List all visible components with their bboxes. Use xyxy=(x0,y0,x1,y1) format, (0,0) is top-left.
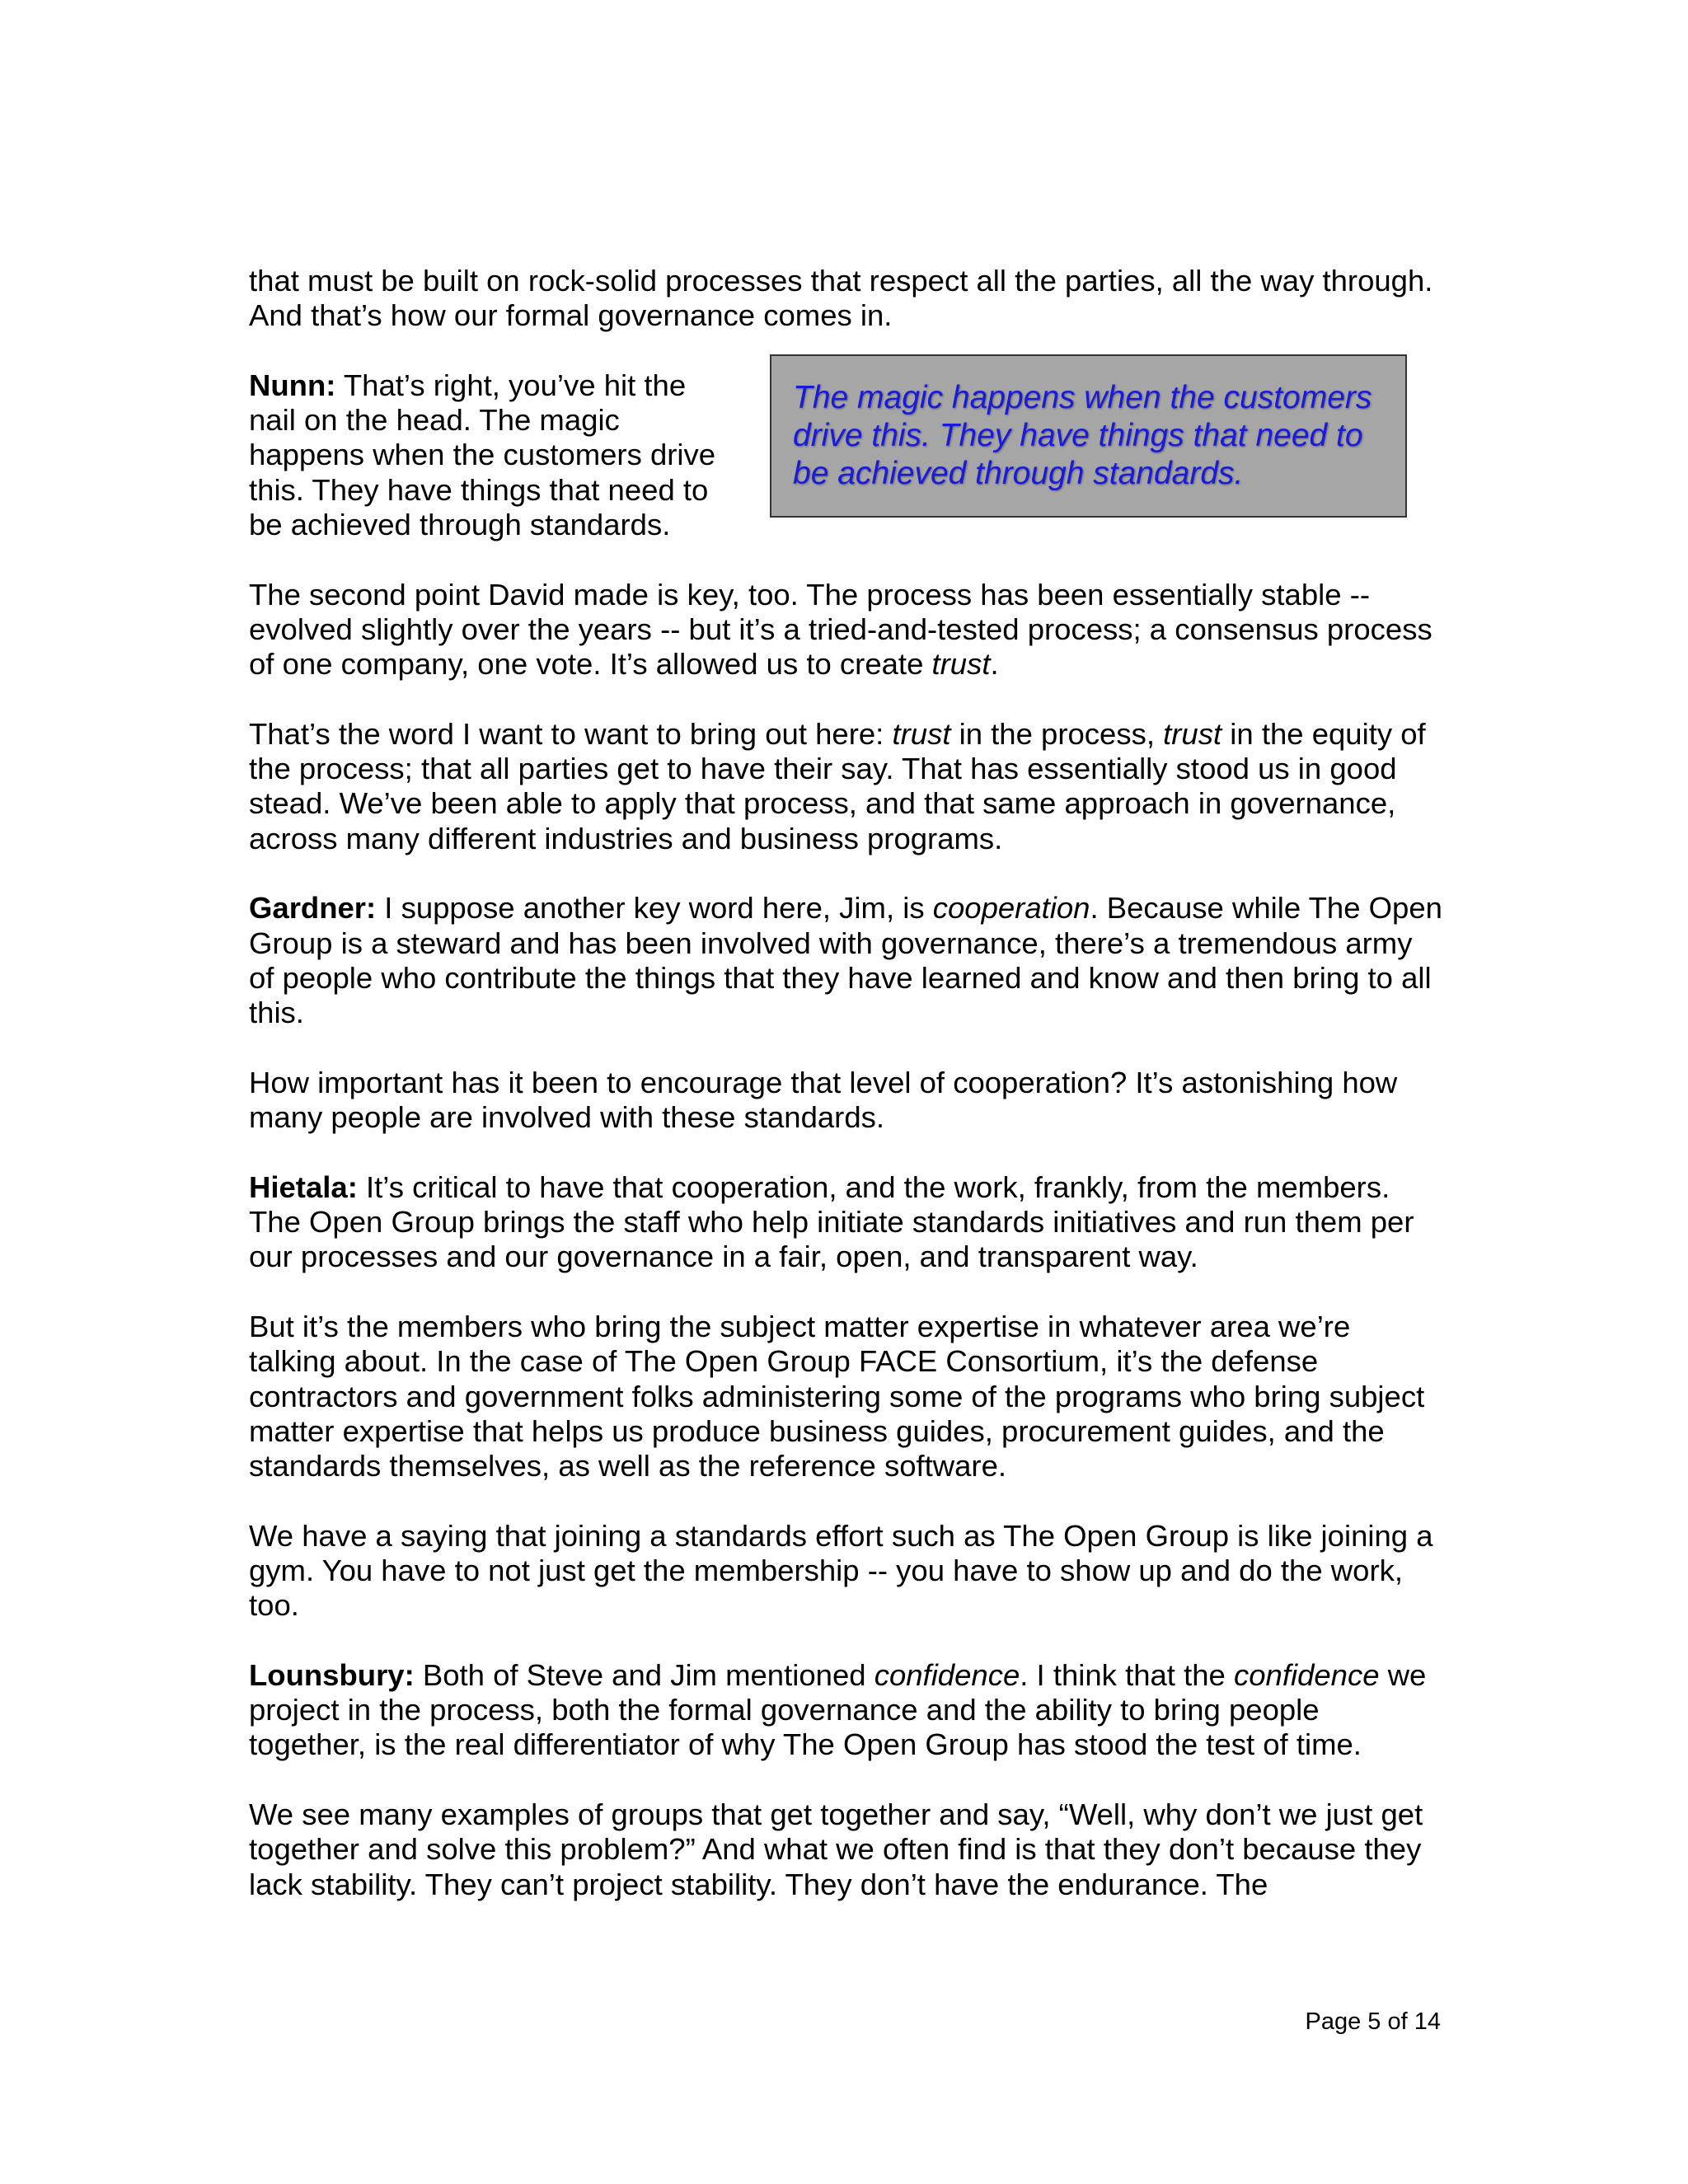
paragraph-trust xyxy=(249,717,1442,856)
document-body xyxy=(249,264,1442,1937)
paragraph-text: That’s the word I want to want to bring out here: xyxy=(249,716,893,751)
paragraph-examples xyxy=(249,1797,1442,1902)
paragraph-text: It’s critical to have that cooperation, and the work, frankly, from the members. The Open Group brings the staff who help initiate standards initiatives and run them per our processes and our governance in a fair, open, and transparent way. xyxy=(249,1169,1414,1274)
speaker-name: Nunn: xyxy=(249,368,336,402)
paragraph-text: . I think that the xyxy=(1020,1657,1234,1692)
pull-quote-text: The magic happens when the customers drive this. They have things that need to be achieved through standards. xyxy=(793,379,1372,491)
paragraph-text: in the process, xyxy=(950,716,1164,751)
speaker-name: Lounsbury: xyxy=(249,1657,415,1692)
paragraph-text: in the equity of the process; that all parties get to have their say. That has essentially stood us in good stead. We’ve been able to apply that process, and that same approach in governance, across many different industries and business programs. xyxy=(249,716,1426,855)
paragraph-text: That’s right, you’ve hit the nail on the head. The magic happens when the customers drive this. They have things that need to be achieved through standards. xyxy=(249,368,716,542)
paragraph-nunn xyxy=(249,368,727,542)
paragraph-question xyxy=(249,1066,1442,1136)
paragraph-text: I suppose another key word here, Jim, is xyxy=(376,891,933,926)
speaker-name: Gardner: xyxy=(249,891,377,926)
emphasis-text: trust xyxy=(1163,716,1222,751)
paragraph-text: But it’s the members who bring the subject matter expertise in whatever area we’re talking about. In the case of The Open Group FACE Consortium, it’s the defense contractors and government folks administering some of the programs who bring subject matter expertise that helps us produce business guides, procurement guides, and the standards themselves, as well as the reference software. xyxy=(249,1309,1425,1483)
paragraph-text: Both of Steve and Jim mentioned xyxy=(414,1657,874,1692)
paragraph-text: We have a saying that joining a standards effort such as The Open Group is like joining a gym. You have to not just get the membership -- you have to show up and do the work, too. xyxy=(249,1518,1433,1623)
paragraph-lounsbury xyxy=(249,1658,1442,1763)
paragraph-process xyxy=(249,578,1442,682)
paragraph-text: We see many examples of groups that get together and say, “Well, why don’t we just get together and solve this problem?” And what we often find is that they don’t because they lack stability. They can’t project stability. They don’t have the endurance. The xyxy=(249,1797,1423,1901)
paragraph-text: that must be built on rock-solid processes that respect all the parties, all the way through. And that’s how our formal governance comes in. xyxy=(249,264,1433,333)
speaker-name: Hietala: xyxy=(249,1169,358,1204)
emphasis-text: confidence xyxy=(1233,1657,1380,1692)
pull-quote-box xyxy=(770,354,1407,518)
paragraph-text: How important has it been to encourage that level of cooperation? It’s astonishing how many people are involved with these standards. xyxy=(249,1065,1398,1135)
emphasis-text: trust xyxy=(892,716,951,751)
paragraph-text: . xyxy=(990,647,999,682)
paragraph-members xyxy=(249,1310,1442,1483)
emphasis-text: trust xyxy=(931,647,991,682)
emphasis-text: confidence xyxy=(874,1657,1020,1692)
paragraph-text: . Because while The Open Group is a steward and has been involved with governance, there’s a tremendous army of people who contribute the things that they have learned and know and then bring to all this. xyxy=(249,891,1442,1030)
emphasis-text: cooperation xyxy=(932,891,1090,926)
paragraph-continuation xyxy=(249,264,1442,334)
paragraph-gym xyxy=(249,1519,1442,1624)
paragraph-gardner xyxy=(249,891,1442,1030)
page-number: Page 5 of 14 xyxy=(1305,2008,1441,2035)
nunn-section xyxy=(249,368,1442,543)
paragraph-hietala xyxy=(249,1170,1442,1275)
paragraph-text: The second point David made is key, too. The process has been essentially stable -- evolved slightly over the years -- but it’s a tried-and-tested process; a consensus process of one company, one vote. It’s allowed us to create xyxy=(249,577,1432,682)
paragraph-text: we project in the process, both the formal governance and the ability to bring people together, is the real differentiator of why The Open Group has stood the test of time. xyxy=(249,1657,1427,1762)
